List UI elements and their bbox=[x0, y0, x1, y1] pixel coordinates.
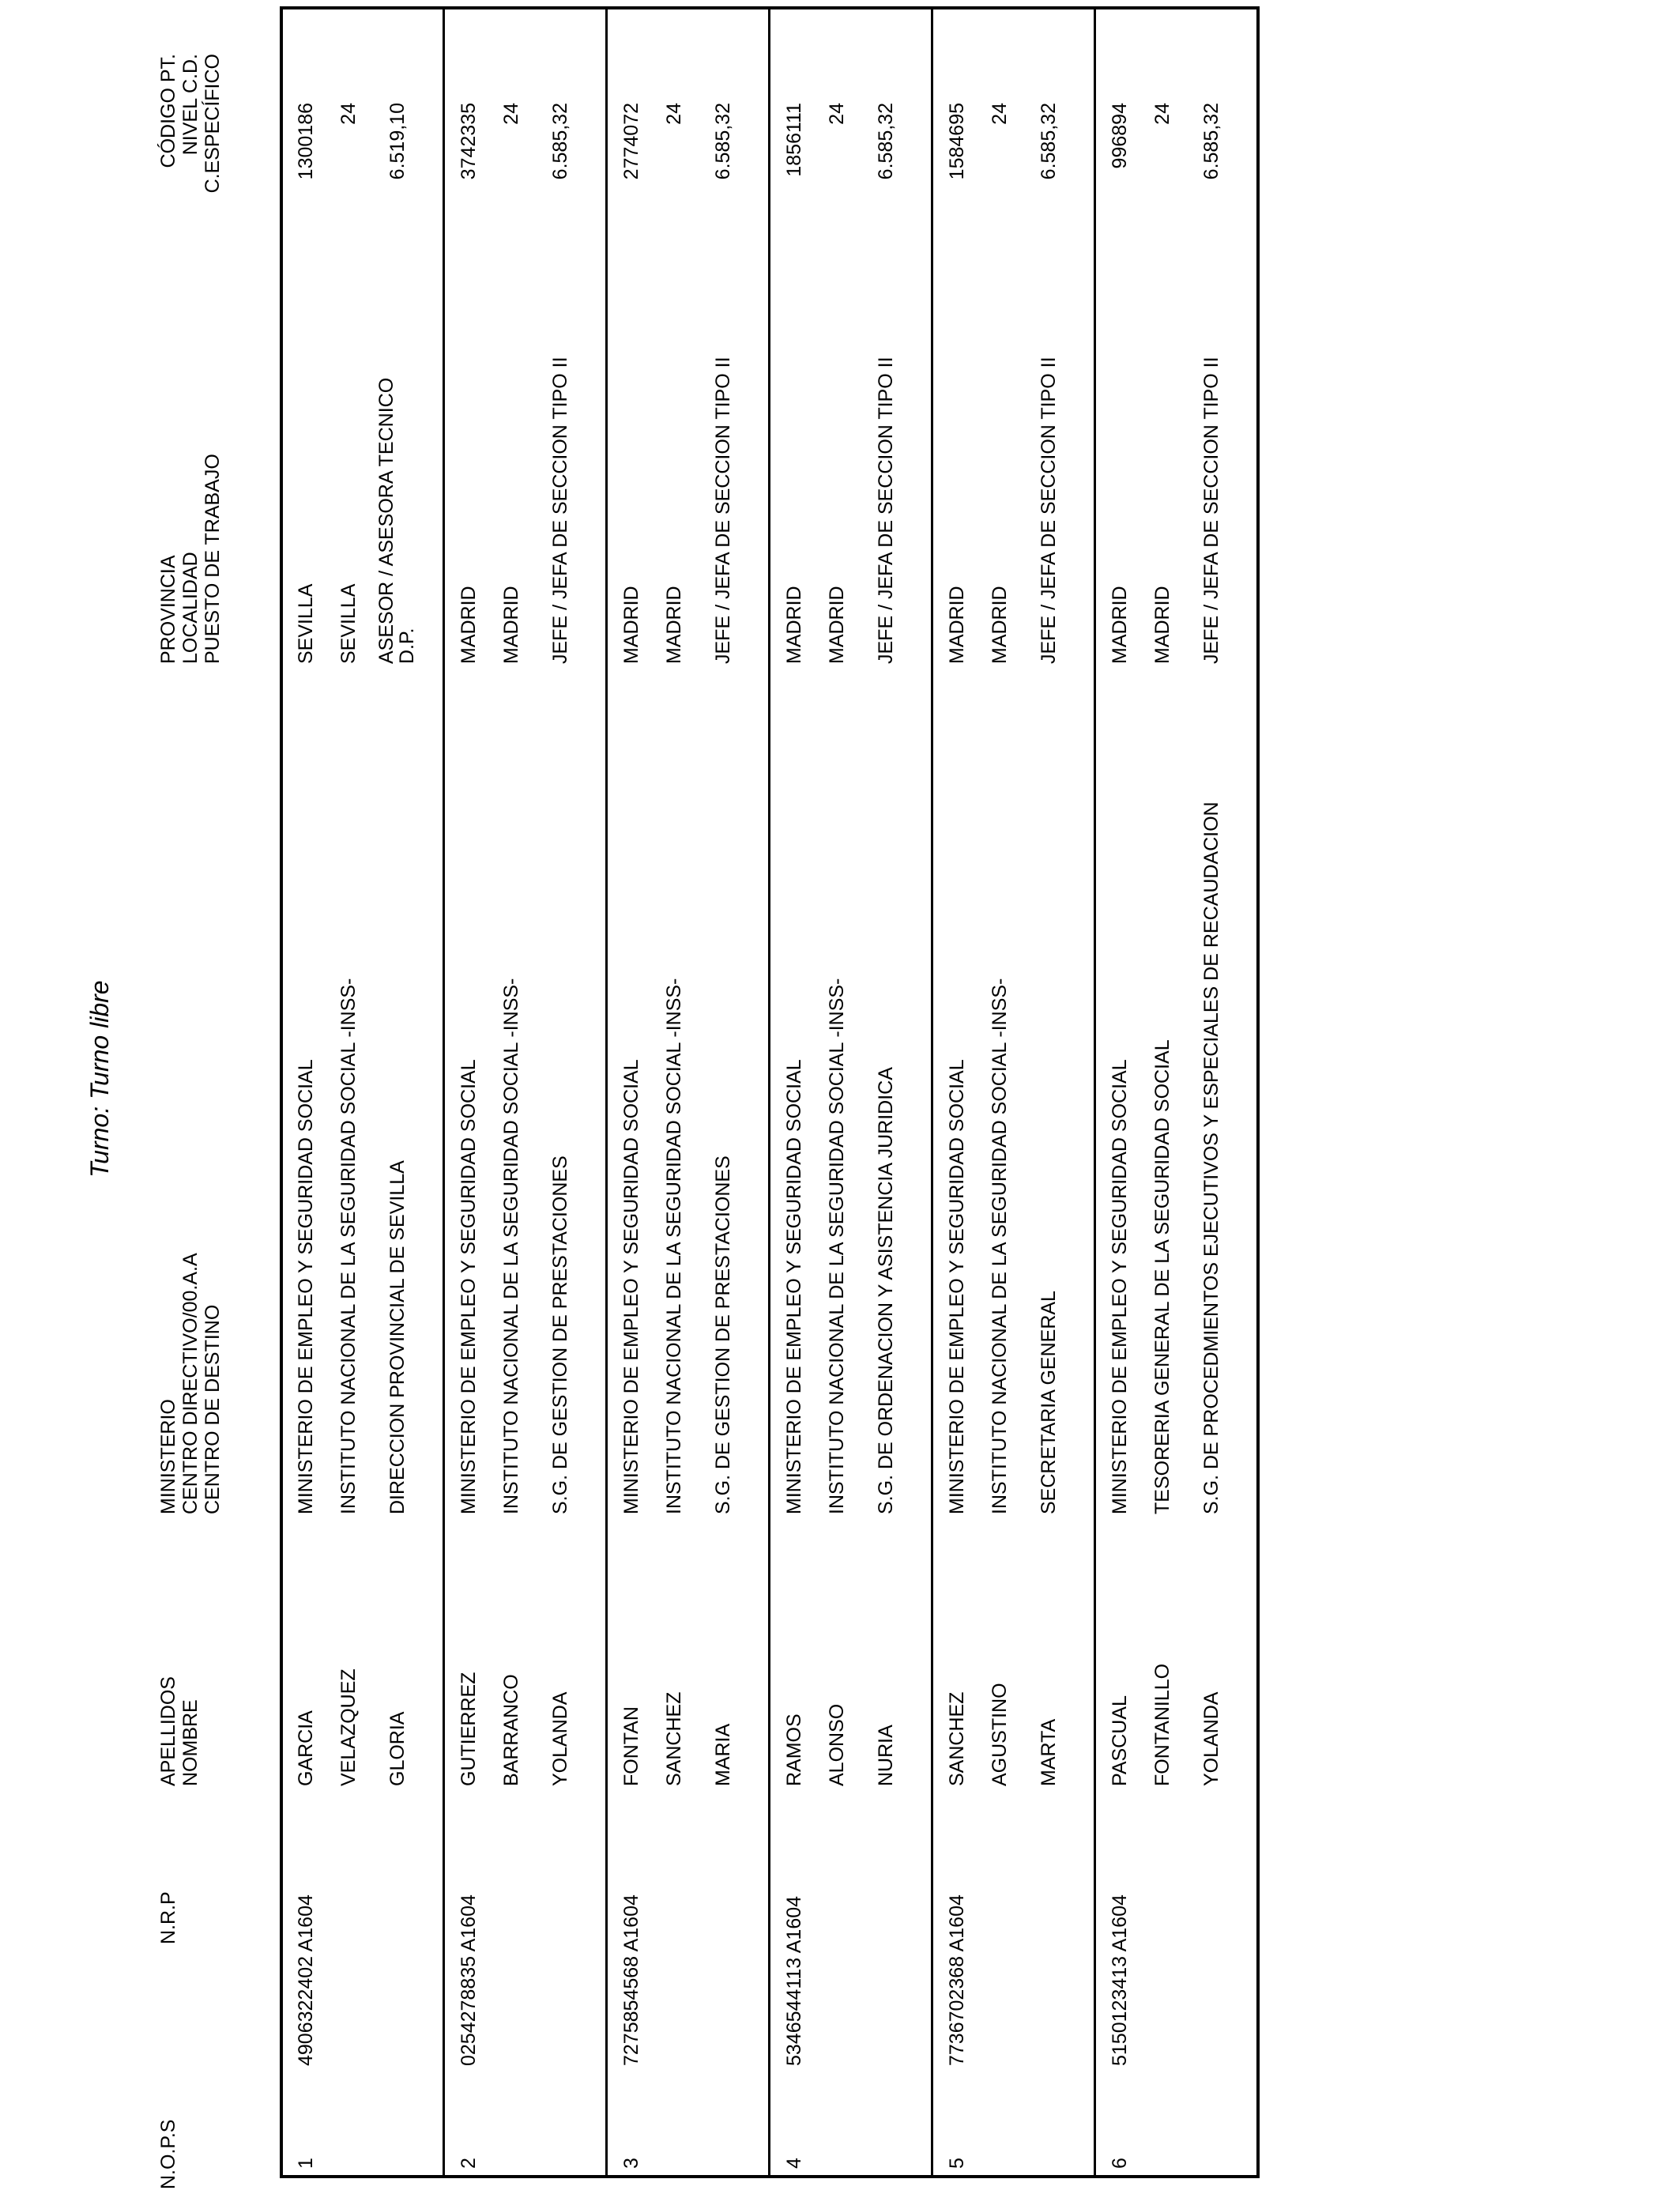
header-especifico: C.ESPECÍFICO bbox=[202, 54, 224, 194]
row-separator bbox=[768, 6, 770, 2178]
cell-localidad: MADRID bbox=[826, 586, 848, 664]
cell-codigo: 3742335 bbox=[458, 103, 480, 180]
cell-nombre: NURIA bbox=[875, 1725, 897, 1786]
cell-nops: 4 bbox=[783, 2158, 805, 2169]
cell-nrp: 5150123413 A1604 bbox=[1109, 1894, 1131, 2066]
cell-apellido1: FONTAN bbox=[620, 1706, 642, 1786]
cell-provincia: MADRID bbox=[946, 586, 968, 664]
cell-ministerio: MINISTERIO DE EMPLEO Y SEGURIDAD SOCIAL bbox=[458, 1059, 480, 1514]
cell-ministerio: MINISTERIO DE EMPLEO Y SEGURIDAD SOCIAL bbox=[295, 1059, 317, 1514]
cell-apellido1: GUTIERREZ bbox=[458, 1672, 480, 1786]
cell-puesto: JEFE / JEFA DE SECCION TIPO II bbox=[712, 356, 734, 664]
cell-codigo: 996894 bbox=[1109, 103, 1131, 169]
cell-apellido2: ALONSO bbox=[826, 1703, 848, 1786]
header-puesto: PUESTO DE TRABAJO bbox=[202, 454, 224, 664]
cell-nrp: 7736702368 A1604 bbox=[946, 1894, 968, 2066]
header-ministerio: MINISTERIO bbox=[157, 1399, 179, 1514]
cell-especifico: 6.519,10 bbox=[386, 103, 409, 180]
cell-puesto: JEFE / JEFA DE SECCION TIPO II bbox=[1200, 356, 1222, 664]
cell-apellido2: FONTANILLO bbox=[1151, 1663, 1173, 1786]
cell-centro-destino: S.G. DE ORDENACION Y ASISTENCIA JURIDICA bbox=[875, 1067, 897, 1514]
cell-nops: 5 bbox=[946, 2158, 968, 2169]
row-separator bbox=[1094, 6, 1096, 2178]
cell-apellido2: SANCHEZ bbox=[663, 1691, 685, 1786]
cell-centro-directivo: TESORERIA GENERAL DE LA SEGURIDAD SOCIAL bbox=[1151, 1039, 1173, 1514]
cell-ministerio: MINISTERIO DE EMPLEO Y SEGURIDAD SOCIAL bbox=[783, 1059, 805, 1514]
cell-centro-directivo: INSTITUTO NACIONAL DE LA SEGURIDAD SOCIAL -INSS- bbox=[663, 978, 685, 1514]
cell-nops: 6 bbox=[1109, 2158, 1131, 2169]
header-apellidos: APELLIDOS bbox=[157, 1676, 179, 1786]
cell-centro-directivo: INSTITUTO NACIONAL DE LA SEGURIDAD SOCIAL -INSS- bbox=[500, 978, 522, 1514]
cell-nivel: 24 bbox=[989, 103, 1011, 125]
cell-nrp: 4906322402 A1604 bbox=[295, 1894, 317, 2066]
header-nivel: NIVEL C.D. bbox=[179, 54, 202, 156]
cell-nivel: 24 bbox=[500, 103, 522, 125]
header-nrp: N.R.P bbox=[157, 1891, 179, 1944]
cell-apellido1: SANCHEZ bbox=[946, 1691, 968, 1786]
cell-especifico: 6.585,32 bbox=[712, 103, 734, 180]
cell-nops: 1 bbox=[295, 2158, 317, 2169]
cell-apellido2: VELAZQUEZ bbox=[337, 1668, 360, 1786]
cell-localidad: SEVILLA bbox=[337, 583, 360, 664]
cell-ministerio: MINISTERIO DE EMPLEO Y SEGURIDAD SOCIAL bbox=[620, 1059, 642, 1514]
header-centro-destino: CENTRO DE DESTINO bbox=[202, 1304, 224, 1514]
cell-nops: 3 bbox=[620, 2158, 642, 2169]
cell-localidad: MADRID bbox=[989, 586, 1011, 664]
cell-localidad: MADRID bbox=[1151, 586, 1173, 664]
cell-centro-directivo: INSTITUTO NACIONAL DE LA SEGURIDAD SOCIAL -INSS- bbox=[337, 978, 360, 1514]
cell-especifico: 6.585,32 bbox=[875, 103, 897, 180]
cell-nrp: 7275854568 A1604 bbox=[620, 1894, 642, 2066]
cell-localidad: MADRID bbox=[663, 586, 685, 664]
cell-apellido2: AGUSTINO bbox=[989, 1683, 1011, 1786]
cell-apellido2: BARRANCO bbox=[500, 1674, 522, 1786]
row-separator bbox=[605, 6, 608, 2178]
header-localidad: LOCALIDAD bbox=[179, 552, 202, 664]
cell-puesto: ASESOR / ASESORA TECNICO bbox=[375, 377, 397, 664]
cell-nombre: MARIA bbox=[712, 1723, 734, 1786]
cell-apellido1: GARCIA bbox=[295, 1710, 317, 1786]
cell-centro-destino: DIRECCION PROVINCIAL DE SEVILLA bbox=[386, 1160, 409, 1514]
turno-title: Turno: Turno libre bbox=[85, 980, 114, 1178]
cell-provincia: MADRID bbox=[620, 586, 642, 664]
cell-especifico: 6.585,32 bbox=[1200, 103, 1222, 180]
cell-especifico: 6.585,32 bbox=[1038, 103, 1060, 180]
cell-ministerio: MINISTERIO DE EMPLEO Y SEGURIDAD SOCIAL bbox=[1109, 1059, 1131, 1514]
cell-ministerio: MINISTERIO DE EMPLEO Y SEGURIDAD SOCIAL bbox=[946, 1059, 968, 1514]
cell-provincia: MADRID bbox=[783, 586, 805, 664]
cell-centro-destino: SECRETARIA GENERAL bbox=[1038, 1291, 1060, 1514]
cell-nivel: 24 bbox=[337, 103, 360, 125]
cell-nivel: 24 bbox=[663, 103, 685, 125]
header-centro-directivo: CENTRO DIRECTIVO/00.A.A bbox=[179, 1253, 202, 1514]
cell-codigo: 1856111 bbox=[783, 103, 805, 177]
cell-puesto: JEFE / JEFA DE SECCION TIPO II bbox=[875, 356, 897, 664]
cell-nrp: 5346544113 A1604 bbox=[783, 1895, 805, 2066]
header-nombre: NOMBRE bbox=[179, 1699, 202, 1786]
cell-nombre: MARTA bbox=[1038, 1718, 1060, 1786]
cell-centro-directivo: INSTITUTO NACIONAL DE LA SEGURIDAD SOCIAL -INSS- bbox=[989, 978, 1011, 1514]
cell-centro-destino: S.G. DE GESTION DE PRESTACIONES bbox=[549, 1155, 571, 1514]
cell-nrp: 0254278835 A1604 bbox=[458, 1894, 480, 2066]
cell-localidad: MADRID bbox=[500, 586, 522, 664]
cell-codigo: 1300186 bbox=[295, 103, 317, 180]
cell-centro-destino: S.G. DE PROCEDMIENTOS EJECUTIVOS Y ESPECIALES DE RECAUDACION bbox=[1200, 801, 1222, 1514]
header-provincia: PROVINCIA bbox=[157, 555, 179, 664]
cell-especifico: 6.585,32 bbox=[549, 103, 571, 180]
cell-nombre: GLORIA bbox=[386, 1711, 409, 1786]
cell-codigo: 2774072 bbox=[620, 103, 642, 180]
cell-centro-destino: S.G. DE GESTION DE PRESTACIONES bbox=[712, 1155, 734, 1514]
cell-apellido1: PASCUAL bbox=[1109, 1695, 1131, 1786]
row-separator bbox=[443, 6, 445, 2178]
cell-codigo: 1584695 bbox=[946, 103, 968, 180]
cell-provincia: MADRID bbox=[1109, 586, 1131, 664]
cell-centro-directivo: INSTITUTO NACIONAL DE LA SEGURIDAD SOCIAL -INSS- bbox=[826, 978, 848, 1514]
header-nops: N.O.P.S bbox=[157, 2119, 179, 2189]
cell-nombre: YOLANDA bbox=[549, 1691, 571, 1786]
cell-provincia: SEVILLA bbox=[295, 583, 317, 664]
cell-nops: 2 bbox=[458, 2158, 480, 2169]
cell-puesto: JEFE / JEFA DE SECCION TIPO II bbox=[1038, 356, 1060, 664]
cell-puesto-2: D.P. bbox=[396, 628, 418, 664]
row-separator bbox=[931, 6, 933, 2178]
cell-nivel: 24 bbox=[826, 103, 848, 125]
cell-nivel: 24 bbox=[1151, 103, 1173, 125]
cell-puesto: JEFE / JEFA DE SECCION TIPO II bbox=[549, 356, 571, 664]
cell-nombre: YOLANDA bbox=[1200, 1691, 1222, 1786]
header-codigo: CÓDIGO PT. bbox=[157, 54, 179, 168]
cell-apellido1: RAMOS bbox=[783, 1713, 805, 1786]
cell-provincia: MADRID bbox=[458, 586, 480, 664]
